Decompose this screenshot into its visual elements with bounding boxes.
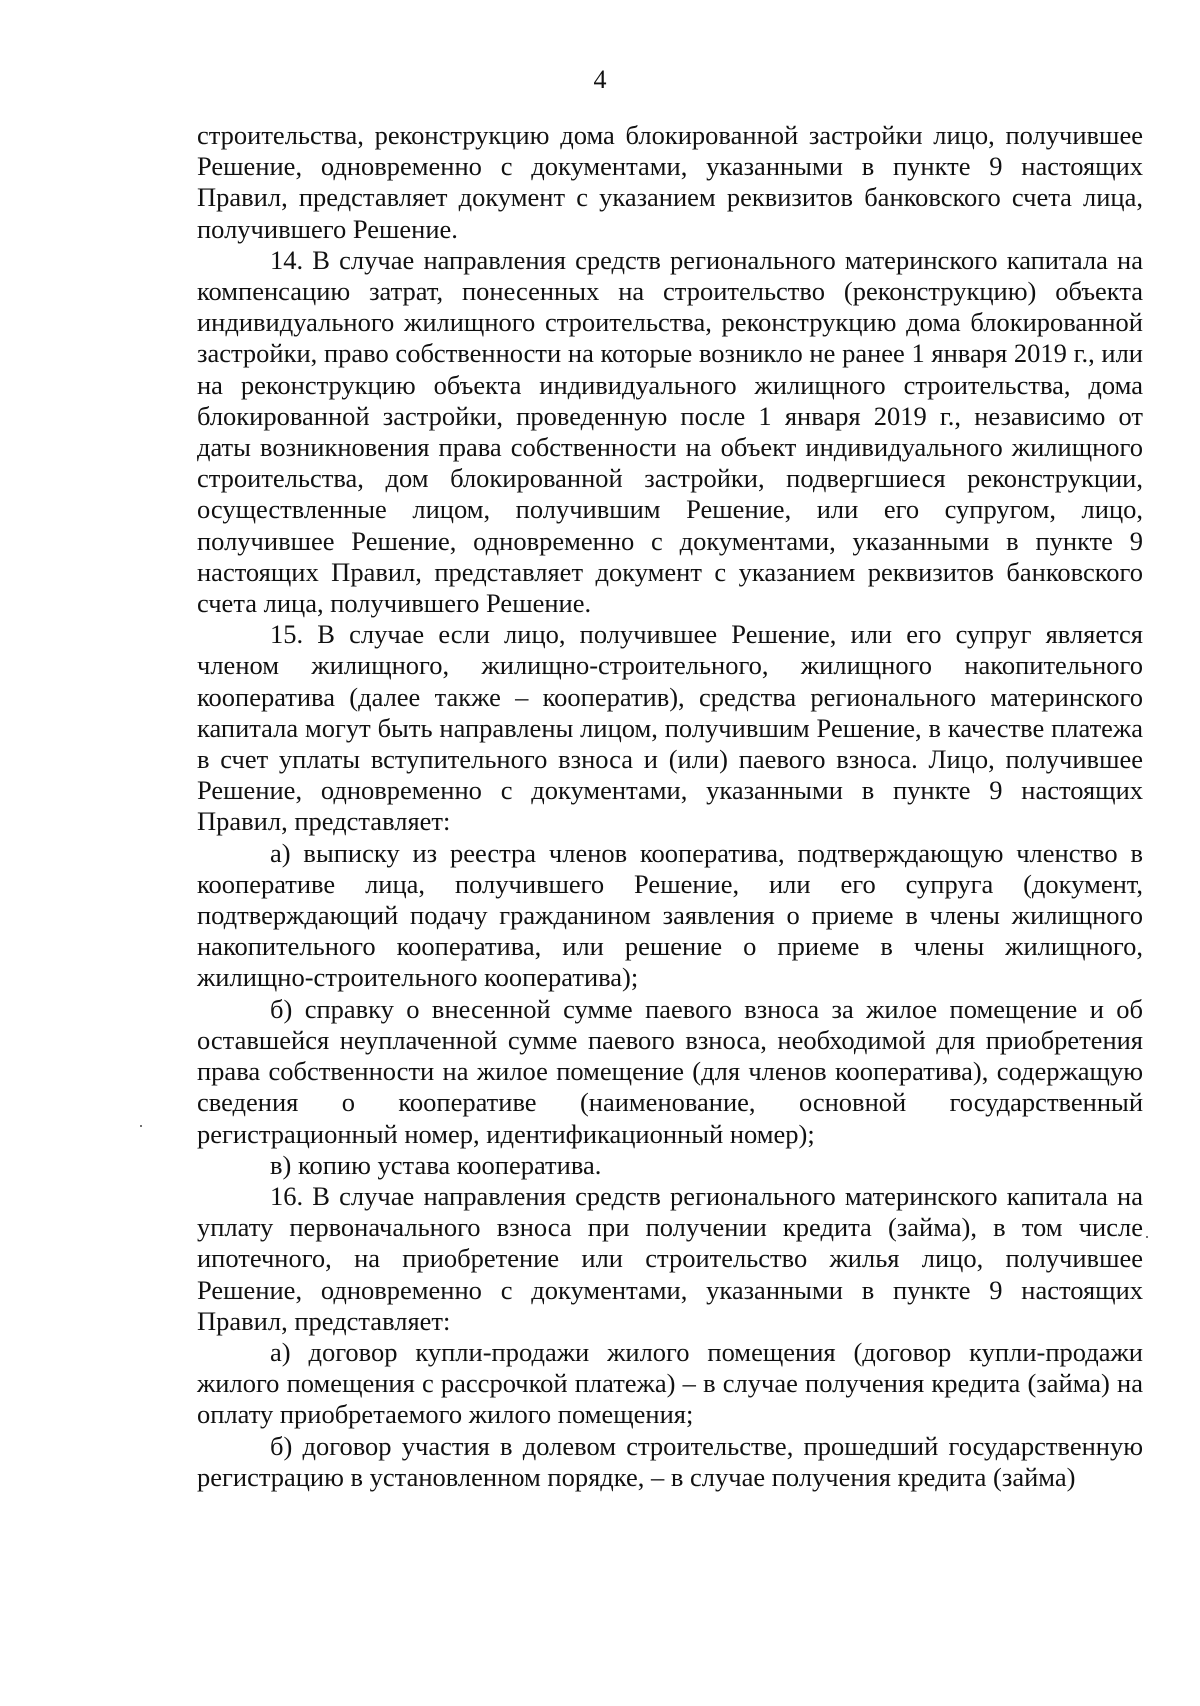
document-body [197, 120, 1143, 1493]
paragraph-16-a: а) договор купли-продажи жилого помещения (договор купли-продажи жилого помещения с рассрочкой платежа) – в случае получения кредита (займа) на оплату приобретаемого жилого помещения; [197, 1336, 1143, 1430]
scan-speck [1146, 1236, 1148, 1238]
paragraph-14: 14. В случае направления средств регионального материнского капитала на компенсацию затрат, понесенных на строительство (реконструкцию) объекта индивидуального жилищного строительства, реконструкцию дома блокированной застройки, право собственности на которые возникло не ранее 1 января 2019 г., или на реконструкцию объекта индивидуального жилищного строительства, дома блокированной застройки, проведенную после 1 января 2019 г., независимо от даты возникновения права собственности на объект индивидуального жилищного строительства, дом блокированной застройки, подвергшиеся реконструкции, осуществленные лицом, получившим Решение, или его супругом, лицо, получившее Решение, одновременно с документами, указанными в пункте 9 настоящих Правил, представляет документ с указанием реквизитов банковского счета лица, получившего Решение. [197, 244, 1143, 619]
paragraph-16-b: б) договор участия в долевом строительстве, прошедший государственную регистрацию в установленном порядке, – в случае получения кредита (займа) [197, 1430, 1143, 1492]
paragraph-15-a: а) выписку из реестра членов кооператива, подтверждающую членство в кооперативе лица, получившего Решение, или его супруга (документ, подтверждающий подачу гражданином заявления о приеме в члены жилищного накопительного кооператива, или решение о приеме в члены жилищного, жилищно-строительного кооператива); [197, 837, 1143, 993]
paragraph-15: 15. В случае если лицо, получившее Решение, или его супруг является членом жилищного, жилищно-строительного, жилищного накопительного кооператива (далее также – кооператив), средства регионального материнского капитала могут быть направлены лицом, получившим Решение, в качестве платежа в счет уплаты вступительного взноса и (или) паевого взноса. Лицо, получившее Решение, одновременно с документами, указанными в пункте 9 настоящих Правил, представляет: [197, 619, 1143, 837]
page-number: 4 [593, 65, 607, 94]
paragraph-continuation: строительства, реконструкцию дома блокированной застройки лицо, получившее Решение, одновременно с документами, указанными в пункте 9 настоящих Правил, представляет документ с указанием реквизитов банковского счета лица, получившего Решение. [197, 120, 1143, 244]
paragraph-15-b: б) справку о внесенной сумме паевого взноса за жилое помещение и об оставшейся неуплаченной сумме паевого взноса, необходимой для приобретения права собственности на жилое помещение (для членов кооператива), содержащую сведения о кооперативе (наименование, основной государственный регистрационный номер, идентификационный номер); [197, 993, 1143, 1149]
paragraph-16: 16. В случае направления средств регионального материнского капитала на уплату первоначального взноса при получении кредита (займа), в том числе ипотечного, на приобретение или строительство жилья лицо, получившее Решение, одновременно с документами, указанными в пункте 9 настоящих Правил, представляет: [197, 1180, 1143, 1336]
paragraph-15-v: в) копию устава кооператива. [270, 1149, 602, 1180]
scan-speck [140, 1125, 142, 1127]
